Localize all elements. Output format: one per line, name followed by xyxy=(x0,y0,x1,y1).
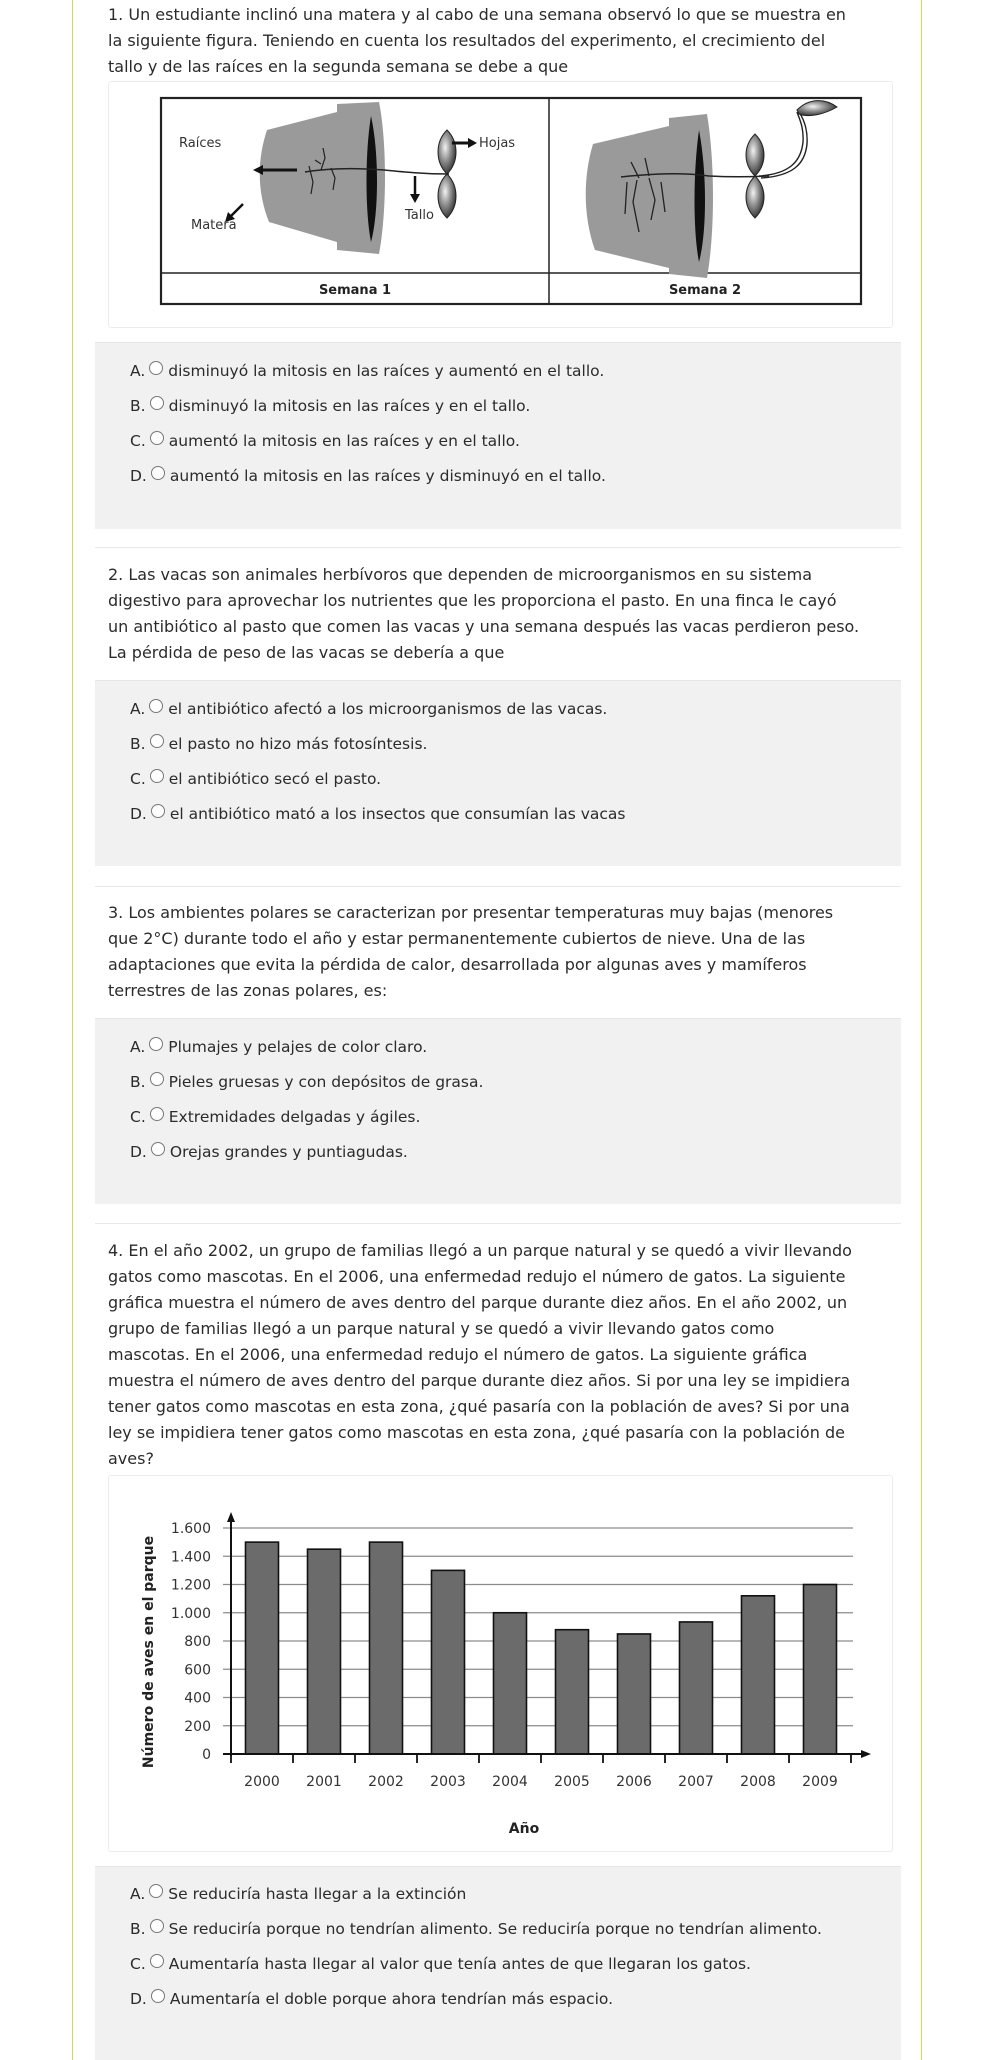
radio-button[interactable] xyxy=(150,396,164,410)
question-1-figure xyxy=(108,81,893,328)
option-d[interactable] xyxy=(130,1140,408,1164)
y-tick-label: 200 xyxy=(184,1718,211,1735)
x-tick-label: 2006 xyxy=(616,1774,652,1790)
question-3-options xyxy=(95,1018,901,1204)
option-text: disminuyó la mitosis en las raíces y aumentó en el tallo. xyxy=(168,362,605,380)
option-letter: A. xyxy=(130,1885,146,1903)
radio-button[interactable] xyxy=(150,1954,164,1968)
option-b[interactable] xyxy=(130,1070,483,1094)
question-3-line: adaptaciones que evita la pérdida de calor, desarrollada por algunas aves y mamíferos xyxy=(108,955,807,974)
option-c[interactable] xyxy=(130,767,381,791)
option-letter: D. xyxy=(130,1143,147,1161)
bar-2005 xyxy=(556,1630,589,1754)
y-tick-label: 1.600 xyxy=(170,1521,211,1537)
x-tick-label: 2009 xyxy=(802,1774,838,1790)
question-4-line: gatos como mascotas. En el 2006, una enfermedad redujo el número de gatos. La siguiente xyxy=(108,1267,846,1286)
option-text: Pieles gruesas y con depósitos de grasa. xyxy=(168,1073,484,1091)
option-d[interactable] xyxy=(130,802,626,826)
y-tick-label: 1.200 xyxy=(170,1577,211,1594)
option-letter: A. xyxy=(130,1038,146,1056)
question-4-line: grupo de familias llegó a un parque natural y se quedó a vivir llevando gatos como xyxy=(108,1319,775,1338)
question-1-line: tallo y de las raíces en la segunda semana se debe a que xyxy=(108,57,569,76)
question-4-chart-card xyxy=(108,1475,893,1852)
option-text: aumentó la mitosis en las raíces y en el tallo. xyxy=(168,432,520,450)
y-tick-label: 0 xyxy=(202,1747,211,1763)
radio-button[interactable] xyxy=(151,466,165,480)
bird-population-chart xyxy=(109,1476,894,1853)
y-axis-arrow xyxy=(227,1512,235,1522)
bar-2002 xyxy=(370,1542,403,1754)
option-text: aumentó la mitosis en las raíces y disminuyó en el tallo. xyxy=(169,467,606,485)
question-2-text xyxy=(108,562,893,666)
x-tick-label: 2008 xyxy=(740,1774,776,1790)
y-tick-label: 1.000 xyxy=(170,1605,211,1622)
question-4-line: aves? xyxy=(108,1449,154,1468)
radio-button[interactable] xyxy=(151,1989,165,2003)
bar-2007 xyxy=(680,1622,713,1754)
option-letter: D. xyxy=(130,467,147,485)
bar-2000 xyxy=(246,1542,279,1754)
bar-2001 xyxy=(308,1549,341,1754)
option-letter: B. xyxy=(130,397,146,415)
option-d[interactable] xyxy=(130,464,606,488)
option-text: Extremidades delgadas y ágiles. xyxy=(168,1108,421,1126)
option-letter: B. xyxy=(130,1073,146,1091)
question-4-line: muestra el número de aves dentro del parque durante diez años. Si por una ley se impidiera xyxy=(108,1371,851,1390)
bar-2006 xyxy=(618,1634,651,1754)
radio-button[interactable] xyxy=(151,1142,165,1156)
option-text: Aumentaría el doble porque ahora tendrían más espacio. xyxy=(169,1990,614,2008)
option-text: disminuyó la mitosis en las raíces y en el tallo. xyxy=(168,397,531,415)
option-a[interactable] xyxy=(130,1882,466,1906)
question-4-line: tener gatos como mascotas en esta zona, ¿qué pasaría con la población de aves? Si por una xyxy=(108,1397,850,1416)
option-text: el pasto no hizo más fotosíntesis. xyxy=(168,735,428,753)
option-text: el antibiótico secó el pasto. xyxy=(168,770,382,788)
question-3-text xyxy=(108,900,893,1004)
x-tick-label: 2000 xyxy=(244,1774,280,1790)
radio-button[interactable] xyxy=(149,1037,163,1051)
option-c[interactable] xyxy=(130,429,520,453)
label-stem: Tallo xyxy=(405,208,434,223)
option-letter: A. xyxy=(130,700,146,718)
radio-button[interactable] xyxy=(150,769,164,783)
x-tick-label: 2005 xyxy=(554,1774,590,1790)
question-2-line: digestivo para aprovechar los nutrientes que les proporciona el pasto. En una finca le cayó xyxy=(108,591,837,610)
option-letter: B. xyxy=(130,1920,146,1938)
label-week1: Semana 1 xyxy=(318,283,392,298)
label-week2: Semana 2 xyxy=(668,283,742,298)
option-letter: C. xyxy=(130,1108,146,1126)
question-2-line: un antibiótico al pasto que comen las vacas y una semana después las vacas perdieron peso. xyxy=(108,617,860,636)
radio-button[interactable] xyxy=(150,1072,164,1086)
radio-button[interactable] xyxy=(149,699,163,713)
radio-button[interactable] xyxy=(150,734,164,748)
bar-2008 xyxy=(742,1596,775,1754)
bar-2009 xyxy=(804,1585,837,1755)
x-tick-label: 2003 xyxy=(430,1774,466,1790)
option-text: Plumajes y pelajes de color claro. xyxy=(168,1038,428,1056)
question-4-line: ley se impidiera tener gatos como mascotas en esta zona, ¿qué pasaría con la población de xyxy=(108,1423,845,1442)
x-tick-label: 2001 xyxy=(306,1774,342,1790)
radio-button[interactable] xyxy=(151,804,165,818)
x-axis-arrow xyxy=(861,1750,871,1758)
option-c[interactable] xyxy=(130,1105,420,1129)
bar-2004 xyxy=(494,1613,527,1754)
chart-x-axis-label: Año xyxy=(508,1821,540,1837)
option-text: Aumentaría hasta llegar al valor que tenía antes de que llegaran los gatos. xyxy=(168,1955,751,1973)
option-text: Se reduciría porque no tendrían alimento. Se reduciría porque no tendrían alimento. xyxy=(168,1920,822,1938)
option-text: Se reduciría hasta llegar a la extinción xyxy=(168,1885,467,1903)
radio-button[interactable] xyxy=(149,361,163,375)
question-1-text xyxy=(108,2,893,80)
question-4-text xyxy=(108,1238,893,1472)
question-3-line: terrestres de las zonas polares, es: xyxy=(108,981,388,1000)
chart-y-tick-labels xyxy=(171,1521,211,1763)
option-letter: D. xyxy=(130,805,147,823)
x-tick-label: 2007 xyxy=(678,1774,714,1790)
option-letter: C. xyxy=(130,1955,146,1973)
radio-button[interactable] xyxy=(149,1884,163,1898)
chart-bars xyxy=(246,1542,837,1754)
option-text: el antibiótico afectó a los microorganismos de las vacas. xyxy=(168,700,608,718)
question-4-line: 4. En el año 2002, un grupo de familias llegó a un parque natural y se quedó a vivir llevando xyxy=(108,1241,852,1260)
question-2-line: 2. Las vacas son animales herbívoros que dependen de microorganismos en su sistema xyxy=(108,565,813,584)
option-a[interactable] xyxy=(130,359,604,383)
option-b[interactable] xyxy=(130,1917,822,1941)
option-letter: C. xyxy=(130,770,146,788)
question-1-line: 1. Un estudiante inclinó una matera y al cabo de una semana observó lo que se muestra en xyxy=(108,5,846,24)
question-2-line: La pérdida de peso de las vacas se debería a que xyxy=(108,643,505,662)
option-c[interactable] xyxy=(130,1952,751,1976)
option-letter: A. xyxy=(130,362,146,380)
question-1-line: la siguiente figura. Teniendo en cuenta los resultados del experimento, el crecimiento del xyxy=(108,31,826,50)
question-4-options xyxy=(95,1866,901,2060)
option-letter: B. xyxy=(130,735,146,753)
plant-tropism-figure xyxy=(109,82,894,329)
question-2-options xyxy=(95,680,901,866)
label-pot: Matera xyxy=(191,218,237,233)
radio-button[interactable] xyxy=(150,431,164,445)
option-b[interactable] xyxy=(130,732,427,756)
option-letter: C. xyxy=(130,432,146,450)
option-text: el antibiótico mató a los insectos que consumían las vacas xyxy=(169,805,626,823)
x-tick-label: 2002 xyxy=(368,1774,404,1790)
option-a[interactable] xyxy=(130,697,607,721)
x-tick-label: 2004 xyxy=(492,1774,528,1790)
chart-y-axis-label: Número de aves en el parque xyxy=(141,1535,157,1769)
option-d[interactable] xyxy=(130,1987,613,2011)
option-letter: D. xyxy=(130,1990,147,2008)
option-a[interactable] xyxy=(130,1035,427,1059)
option-b[interactable] xyxy=(130,394,530,418)
y-tick-label: 600 xyxy=(184,1662,211,1679)
question-3-line: que 2°C) durante todo el año y estar permanentemente cubiertos de nieve. Una de las xyxy=(108,929,806,948)
y-tick-label: 400 xyxy=(184,1690,211,1707)
label-leaves: Hojas xyxy=(479,136,516,151)
y-tick-label: 1.400 xyxy=(170,1549,211,1566)
radio-button[interactable] xyxy=(150,1107,164,1121)
radio-button[interactable] xyxy=(150,1919,164,1933)
bar-2003 xyxy=(432,1570,465,1754)
option-text: Orejas grandes y puntiagudas. xyxy=(169,1143,408,1161)
question-divider xyxy=(95,547,901,548)
question-4-line: mascotas. En el 2006, una enfermedad redujo el número de gatos. La siguiente gráfica xyxy=(108,1345,808,1364)
y-tick-label: 800 xyxy=(184,1634,211,1650)
question-4-line: gráfica muestra el número de aves dentro del parque durante diez años. En el año 2002, un xyxy=(108,1293,848,1312)
chart-x-tick-labels xyxy=(244,1774,838,1790)
question-1-options xyxy=(95,342,901,529)
question-divider xyxy=(95,886,901,887)
question-3-line: 3. Los ambientes polares se caracterizan por presentar temperaturas muy bajas (menores xyxy=(108,903,834,922)
label-roots: Raíces xyxy=(179,136,222,151)
question-divider xyxy=(95,1223,901,1224)
